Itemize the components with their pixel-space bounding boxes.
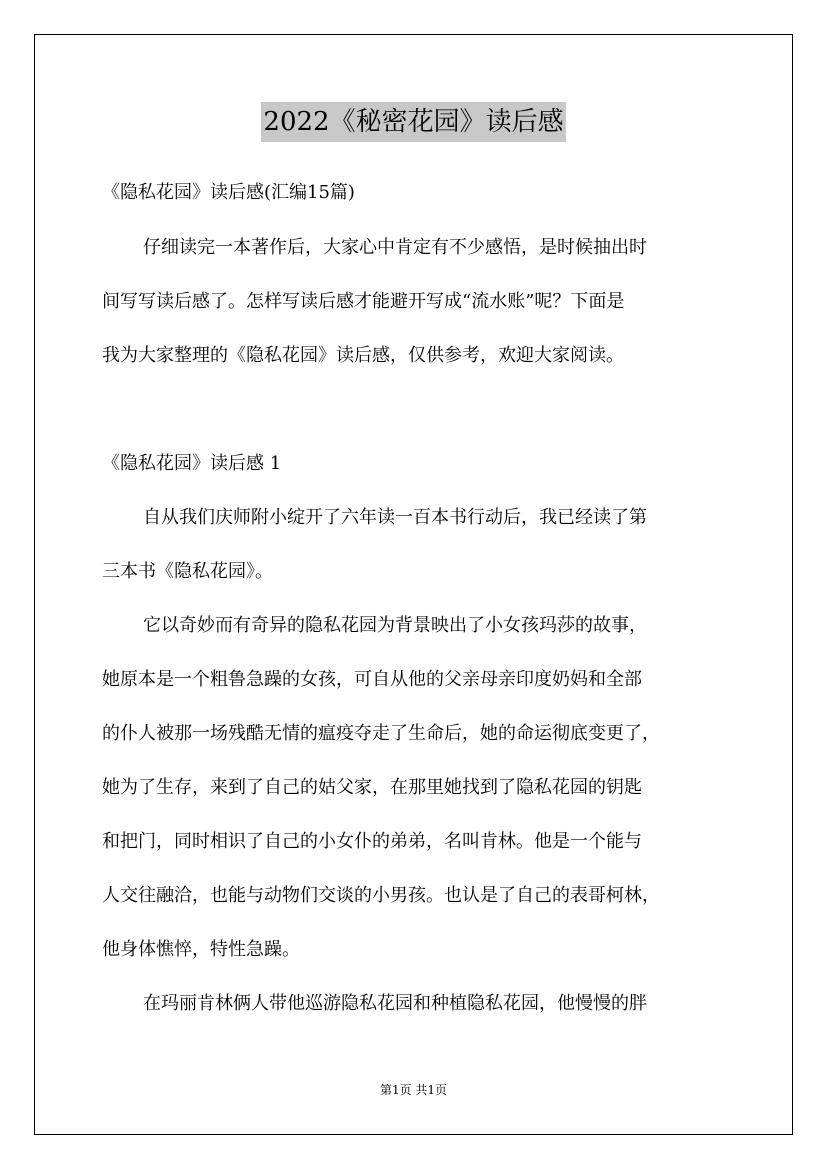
paragraph-line: 她原本是一个粗鲁急躁的女孩，可自从他的父亲母亲印度奶妈和全部 <box>102 669 642 690</box>
title-block <box>0 102 827 142</box>
section-heading: 《隐私花园》读后感 1 <box>102 453 282 474</box>
paragraph-line: 和把门，同时相识了自己的小女仆的弟弟，名叫肯林。他是一个能与 <box>102 831 642 852</box>
paragraph-line: 自从我们庆师附小绽开了六年读一百本书行动后，我已经读了第 <box>143 507 647 528</box>
intro-line: 我为大家整理的《隐私花园》读后感，仅供参考，欢迎大家阅读。 <box>102 345 624 366</box>
paragraph-line: 人交往融洽，也能与动物们交谈的小男孩。也认是了自己的表哥柯林， <box>102 885 660 906</box>
paragraph-line: 三本书《隐私花园》。 <box>102 561 273 582</box>
paragraph-line: 他身体憔悴，特性急躁。 <box>102 939 300 960</box>
subtitle: 《隐私花园》读后感(汇编15篇) <box>102 182 355 203</box>
page-footer: 第1页 共1页 <box>379 1083 448 1097</box>
intro-line: 仔细读完一本著作后，大家心中肯定有不少感悟，是时候抽出时 <box>143 237 647 258</box>
paragraph-line: 在玛丽肯林俩人带他巡游隐私花园和种植隐私花园，他慢慢的胖 <box>143 993 647 1014</box>
paragraph-line: 她为了生存，来到了自己的姑父家，在那里她找到了隐私花园的钥匙 <box>102 777 642 798</box>
paragraph-line: 它以奇妙而有奇异的隐私花园为背景映出了小女孩玛莎的故事， <box>143 615 647 636</box>
paragraph-line: 的仆人被那一场残酷无情的瘟疫夺走了生命后，她的命运彻底变更了， <box>102 723 660 744</box>
intro-line: 间写写读后感了。怎样写读后感才能避开写成“流水账”呢？下面是 <box>102 291 625 312</box>
document-title: 2022《秘密花园》读后感 <box>261 102 565 142</box>
